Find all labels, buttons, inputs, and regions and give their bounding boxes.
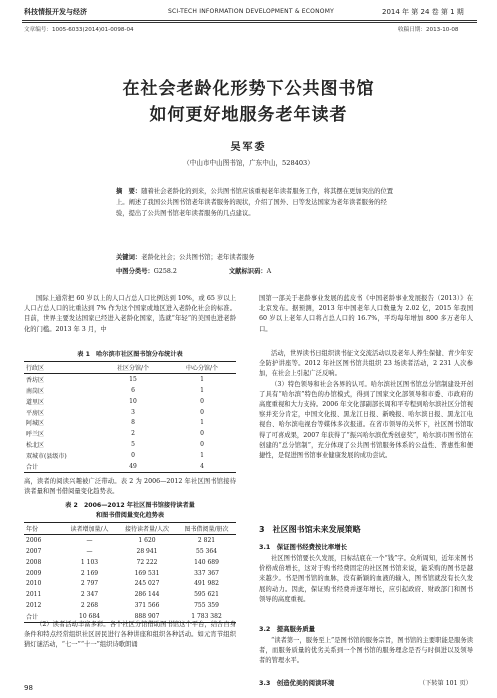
article-number: 文章编号：1005-6033(2014)01-0098-04 bbox=[24, 27, 134, 33]
keywords-text: 老龄化社会；公共图书馆；老年读者服务 bbox=[141, 254, 255, 261]
section-3-heading: 3 社区图书馆未来发展策略 bbox=[259, 525, 361, 534]
table-cell: 2 821 bbox=[197, 536, 216, 544]
table-cell: 1 bbox=[200, 386, 204, 394]
table-cell: 245 027 bbox=[134, 580, 160, 588]
section-3-1-body bbox=[259, 554, 473, 605]
body-right-intro bbox=[259, 294, 473, 335]
paragraph: （3）特色领导和社会各界的认可。哈尔滨社区图书馆总分馆制建设开创了具有“哈尔滨”特色的办馆模式，得到了国家文化部领导和市委、市政府的高度重视和大力支持。2006 年文化部副部长周和平专程到哈尔滨社区分馆视察并充分肯定，中国文化报、黑龙江日报、新晚报、哈尔滨日报、黑龙江电视台、哈尔滨电视台等媒体多次报道。在省市领导的关怀下，社区图书馆取得了可喜成果，2007 年获得了“振兴哈尔滨优秀创意奖”，哈尔滨市图书馆在创建的“总分馆制”，充分体现了公共图书馆服务体系的公益性、普惠性和便捷性，是促进图书馆事业健康发展的成功尝试。 bbox=[259, 380, 473, 460]
doc-code-value: A bbox=[266, 268, 272, 275]
table-header-cell: 行政区 bbox=[24, 362, 98, 374]
paragraph: “读者第一，服务至上”是图书馆的服务宗旨，图书馆的主要职能是服务读者，而服务质量的优劣关系到一个图书馆的服务理念是否与时俱进以及领导者的管理水平。 bbox=[259, 637, 473, 665]
table2-caption-line-1: 表 2 2006—2012 年社区图书馆接待读者量 bbox=[65, 502, 195, 509]
table2-caption-line-2: 和图书借阅量变化趋势表 bbox=[95, 512, 165, 519]
paragraph: （2）读者活动丰富多彩。各个社区分馆借助图书馆这个平台，结合自身条件和特点经常组织社区居民进行各种讲座和组织各种活动。如元宵节组织猜灯谜活动，“七一”“十一”组织诗歌朗诵 bbox=[24, 621, 236, 649]
table-cell: 2 268 bbox=[80, 602, 99, 610]
table-cell: 10 bbox=[129, 397, 137, 405]
table2 bbox=[24, 522, 236, 623]
table-header-cell: 年份 bbox=[24, 523, 62, 535]
table-row bbox=[24, 407, 236, 418]
table-cell: 371 566 bbox=[134, 602, 160, 610]
abstract-label: 摘 要： bbox=[116, 188, 142, 195]
table1-caption: 表 1 哈尔滨市社区图书馆分布统计表 bbox=[77, 351, 183, 358]
table-cell: 2011 bbox=[26, 591, 42, 599]
table-row bbox=[24, 600, 236, 611]
table-row bbox=[24, 557, 236, 568]
table-cell: 4 bbox=[168, 461, 236, 472]
table-cell: 28 941 bbox=[136, 547, 158, 555]
table1 bbox=[24, 361, 236, 473]
section-3-3-heading: 3.3 创造优美的阅读环境 bbox=[259, 679, 335, 687]
paragraph: 活动，世界读书日组织读书征文交流活动以及老年人养生保健、青少年安全防护讲座等。2012 年社区图书馆共组织 23 场读者活动，2 231 人次参加，在社会上引起广泛反响。 bbox=[259, 350, 473, 378]
table-cell: 169 531 bbox=[134, 569, 160, 577]
table-cell: 6 bbox=[131, 386, 135, 394]
table-cell: 呼兰区 bbox=[26, 431, 45, 439]
table-cell: 2 169 bbox=[80, 569, 99, 577]
table-cell: 1 bbox=[200, 419, 204, 427]
table-cell: — bbox=[86, 536, 93, 544]
table-cell: 2006 bbox=[26, 536, 42, 544]
volume-issue: 2014 年 第 24 卷 第 1 期 bbox=[382, 8, 464, 16]
table-cell: 双城市(县级市) bbox=[26, 453, 67, 461]
table-cell: 1 620 bbox=[138, 536, 156, 544]
table-cell: 道里区 bbox=[26, 398, 45, 406]
table-row bbox=[24, 385, 236, 396]
table-cell: 0 bbox=[200, 408, 204, 416]
table-cell: 72 222 bbox=[136, 558, 158, 566]
table-cell: 888 907 bbox=[117, 611, 177, 622]
table-cell: 平房区 bbox=[26, 409, 45, 417]
table-cell: 1 bbox=[200, 375, 204, 383]
page-number: 98 bbox=[24, 684, 33, 692]
table-row bbox=[24, 534, 236, 545]
header-rule-thin bbox=[22, 22, 477, 23]
section-3-2-body bbox=[259, 636, 473, 667]
title-line-1: 在社会老龄化形势下公共图书馆 bbox=[122, 79, 375, 99]
table-header-cell: 读者增加量/人 bbox=[62, 523, 117, 535]
table-header-cell: 接待读者量/人次 bbox=[117, 523, 177, 535]
table-cell: 5 bbox=[131, 441, 135, 449]
paragraph: 高，读者的阅读兴趣被广泛带动。表 2 为 2006—2012 年社区图书馆接待读者量和图书借阅量变化趋势表。 bbox=[24, 478, 236, 496]
table-row bbox=[24, 450, 236, 461]
classification bbox=[116, 266, 271, 275]
continued-note: （下转第 101 页） bbox=[419, 680, 472, 687]
table-cell: 55 364 bbox=[196, 547, 217, 555]
table-row bbox=[24, 589, 236, 600]
table-cell: 15 bbox=[129, 375, 137, 383]
table-cell: 1 783 382 bbox=[177, 611, 236, 622]
table-header-cell: 中心分馆/个 bbox=[168, 362, 236, 374]
table-cell: 755 359 bbox=[194, 602, 219, 610]
table-cell: 南岗区 bbox=[26, 387, 45, 395]
table-row bbox=[24, 578, 236, 589]
table-row bbox=[24, 568, 236, 579]
table-cell: 491 982 bbox=[194, 580, 219, 588]
table-cell: 1 103 bbox=[80, 558, 99, 566]
table-cell: 0 bbox=[131, 452, 135, 460]
table-cell: 2007 bbox=[26, 547, 42, 555]
paragraph: 社区图书馆要长久发展，目标结底在一个“钱”字。众所周知，近年来图书价格成倍增长，这对于购书经费固定的社区图书馆来说，能采购的图书是越来越少。书是图书馆的血脉，没有新颖的血液的输入，图书馆就没有长久发展的动力。因此，保证购书经费并逐年增长，应引起政府、财政部门和图书领导的高度重视。 bbox=[259, 555, 473, 603]
table-header-cell: 图书借阅量/册次 bbox=[177, 523, 236, 535]
keywords-label: 关键词： bbox=[116, 254, 142, 261]
doc-code-label: 文献标识码： bbox=[228, 268, 267, 275]
table-cell: 2008 bbox=[26, 558, 42, 566]
table-cell: 合计 bbox=[24, 461, 98, 472]
table-cell: 2 bbox=[131, 430, 135, 438]
table-cell: 香坊区 bbox=[26, 376, 45, 384]
received-date: 收稿日期：2013-10-08 bbox=[398, 27, 459, 33]
table-row bbox=[24, 546, 236, 557]
section-3-2-heading: 3.2 提高服务质量 bbox=[259, 625, 316, 633]
table-cell: 3 bbox=[131, 408, 135, 416]
paragraph: 国第一部关于老龄事业发展的蓝皮书《中国老龄事业发展报告（2013）》在北京发布。据预测，2013 年中国老年人口数量为 2.02 亿，2015 年我国 60 岁以上老年人口将占总人口的 16.7%，平均每年增加 800 多万老年人口。 bbox=[259, 295, 473, 333]
table-header-row bbox=[24, 362, 236, 374]
clc-label: 中图分类号： bbox=[116, 268, 154, 275]
table-cell: 0 bbox=[200, 430, 204, 438]
table-cell: 140 689 bbox=[194, 558, 219, 566]
table-cell: 阿城区 bbox=[26, 420, 45, 428]
table-header-cell: 社区分馆/个 bbox=[98, 362, 168, 374]
table-cell: 0 bbox=[200, 441, 204, 449]
abstract bbox=[116, 186, 396, 219]
keywords bbox=[116, 252, 255, 261]
table-cell: 286 144 bbox=[134, 591, 160, 599]
table-cell: 337 367 bbox=[194, 569, 219, 577]
header-rule bbox=[22, 20, 477, 21]
table-cell: 2010 bbox=[26, 580, 42, 588]
table-cell: 0 bbox=[200, 397, 204, 405]
table-cell: 松北区 bbox=[26, 442, 45, 450]
table-cell: 595 621 bbox=[194, 591, 219, 599]
table-row bbox=[24, 428, 236, 439]
journal-english-name: SCI-TECH INFORMATION DEVELOPMENT & ECONOMY bbox=[168, 8, 334, 15]
table-cell: 10 684 bbox=[62, 611, 117, 622]
body-right-mid bbox=[259, 349, 473, 461]
table-cell: 合计 bbox=[24, 611, 62, 622]
table-cell: 2 347 bbox=[80, 591, 99, 599]
body-left-intro bbox=[24, 294, 236, 335]
body-left-mid bbox=[24, 477, 236, 497]
title-line-2: 如何更好地服务老年读者 bbox=[149, 105, 348, 125]
abstract-text: 随着社会老龄化的到来，公共图书馆应该重视老年读者服务工作，将其摆在更加突出的位置上。阐述了我国公共图书馆老年读者服务的现状，介绍了国外、日等发达国家为老年读者服务的经验，提出了公共图书馆老年读者服务的几点建议。 bbox=[116, 188, 394, 217]
table-header-row bbox=[24, 523, 236, 535]
body-left-bottom bbox=[24, 620, 236, 651]
table-row bbox=[24, 396, 236, 407]
paragraph: 国际上通常把 60 岁以上的人口占总人口比例达到 10%，或 65 岁以上人口占总人口的比重达到 7% 作为这个国家或地区进入老龄化社会的标准。目前，世界主要发达国家已经进入老龄化国家，选就“年轻”的美国也进老龄化的门槛。2013 年 3 月，中 bbox=[24, 295, 236, 333]
table-row bbox=[24, 417, 236, 428]
journal-name: 科技情报开发与经济 bbox=[24, 8, 87, 16]
table-row bbox=[24, 461, 236, 472]
table-cell: 8 bbox=[131, 419, 135, 427]
table-cell: 1 bbox=[200, 452, 204, 460]
running-header bbox=[0, 0, 497, 22]
table-row bbox=[24, 373, 236, 384]
table-row bbox=[24, 439, 236, 450]
author: 吴军委 bbox=[230, 142, 267, 153]
affiliation: （中山市中山图书馆，广东中山，528403） bbox=[183, 159, 314, 167]
table-cell: — bbox=[86, 547, 93, 555]
clc-value: G258.2 bbox=[153, 268, 177, 275]
table-cell: 2 797 bbox=[80, 580, 99, 588]
section-3-1-heading: 3.1 保证图书经费按比率增长 bbox=[259, 543, 348, 551]
table-cell: 2009 bbox=[26, 569, 42, 577]
table-cell: 2012 bbox=[26, 602, 42, 610]
table-cell: 49 bbox=[98, 461, 168, 472]
